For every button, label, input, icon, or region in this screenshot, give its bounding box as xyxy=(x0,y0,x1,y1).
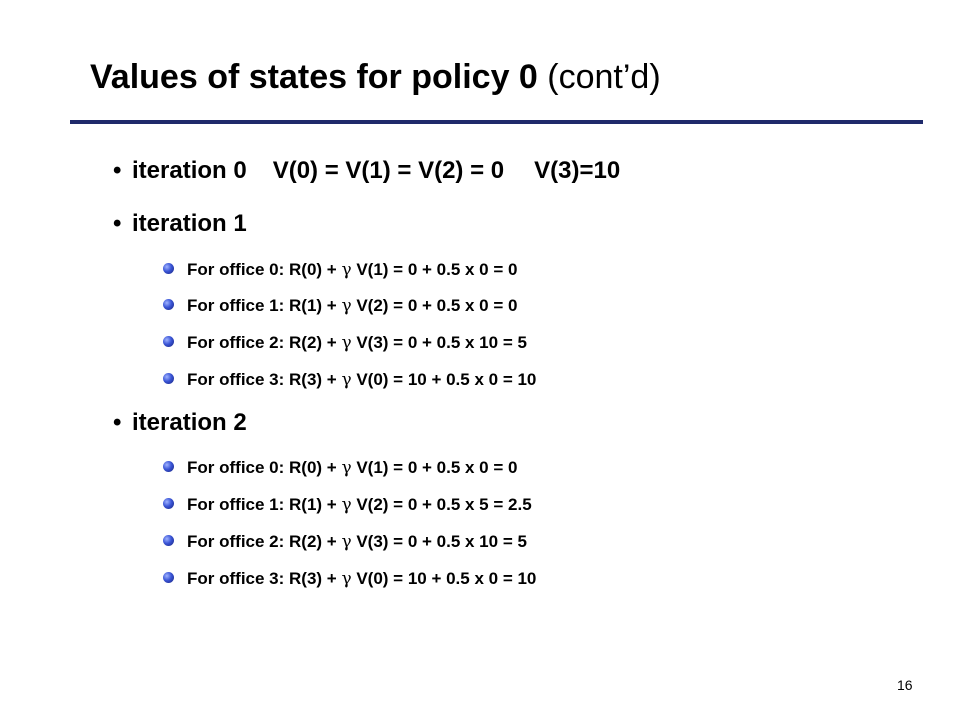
sub-bullet-icon xyxy=(163,373,174,384)
equation-suffix: V(3) = 0 + 0.5 x 10 = 5 xyxy=(351,532,527,551)
equation-suffix: V(0) = 10 + 0.5 x 0 = 10 xyxy=(351,569,537,588)
sub-bullet-icon xyxy=(163,299,174,310)
slide-title-main: Values of states for policy 0 xyxy=(90,58,538,96)
iteration-0-values: V(0) = V(1) = V(2) = 0 xyxy=(272,157,505,184)
gamma-symbol: γ xyxy=(341,370,352,390)
gamma-symbol: γ xyxy=(341,458,352,478)
equation-suffix: V(1) = 0 + 0.5 x 0 = 0 xyxy=(351,458,518,477)
sub-bullet-icon xyxy=(163,263,174,274)
iteration-0-label: iteration 0 xyxy=(132,157,247,184)
iteration-2-office-2 xyxy=(163,532,527,552)
equation-suffix: V(0) = 10 + 0.5 x 0 = 10 xyxy=(351,370,537,389)
bullet-iteration-2 xyxy=(113,409,247,437)
equation-prefix: For office 0: R(0) + xyxy=(187,458,342,477)
iteration-2-office-1 xyxy=(163,495,532,515)
iteration-2-office-0 xyxy=(163,458,517,478)
bullet-dot: • xyxy=(113,210,122,237)
sub-bullet-icon xyxy=(163,461,174,472)
iteration-2-label: iteration 2 xyxy=(132,409,247,436)
equation-prefix: For office 1: R(1) + xyxy=(187,495,342,514)
equation-prefix: For office 0: R(0) + xyxy=(187,260,342,279)
equation-prefix: For office 3: R(3) + xyxy=(187,370,342,389)
bullet-iteration-0 xyxy=(113,157,620,185)
iteration-1-label: iteration 1 xyxy=(132,210,247,237)
equation-suffix: V(1) = 0 + 0.5 x 0 = 0 xyxy=(351,260,518,279)
iteration-1-office-0 xyxy=(163,260,517,280)
title-divider xyxy=(70,120,923,124)
sub-bullet-icon xyxy=(163,572,174,583)
equation-suffix: V(2) = 0 + 0.5 x 5 = 2.5 xyxy=(351,495,532,514)
iteration-1-office-1 xyxy=(163,296,517,316)
page-number: 16 xyxy=(897,677,913,693)
iteration-2-office-3 xyxy=(163,569,536,589)
gamma-symbol: γ xyxy=(341,296,352,316)
slide-title xyxy=(90,57,661,97)
equation-suffix: V(3) = 0 + 0.5 x 10 = 5 xyxy=(351,333,527,352)
iteration-0-v3: V(3)=10 xyxy=(534,157,621,184)
equation-suffix: V(2) = 0 + 0.5 x 0 = 0 xyxy=(351,296,518,315)
gamma-symbol: γ xyxy=(341,532,352,552)
equation-prefix: For office 2: R(2) + xyxy=(187,333,342,352)
slide-title-sub: (cont’d) xyxy=(547,58,661,96)
gamma-symbol: γ xyxy=(341,495,352,515)
equation-prefix: For office 1: R(1) + xyxy=(187,296,342,315)
iteration-1-office-2 xyxy=(163,333,527,353)
sub-bullet-icon xyxy=(163,336,174,347)
bullet-iteration-1 xyxy=(113,210,247,238)
equation-prefix: For office 3: R(3) + xyxy=(187,569,342,588)
sub-bullet-icon xyxy=(163,498,174,509)
bullet-dot: • xyxy=(113,409,122,436)
bullet-dot: • xyxy=(113,157,122,184)
sub-bullet-icon xyxy=(163,535,174,546)
gamma-symbol: γ xyxy=(341,333,352,353)
gamma-symbol: γ xyxy=(341,569,352,589)
iteration-1-office-3 xyxy=(163,370,536,390)
equation-prefix: For office 2: R(2) + xyxy=(187,532,342,551)
gamma-symbol: γ xyxy=(341,260,352,280)
